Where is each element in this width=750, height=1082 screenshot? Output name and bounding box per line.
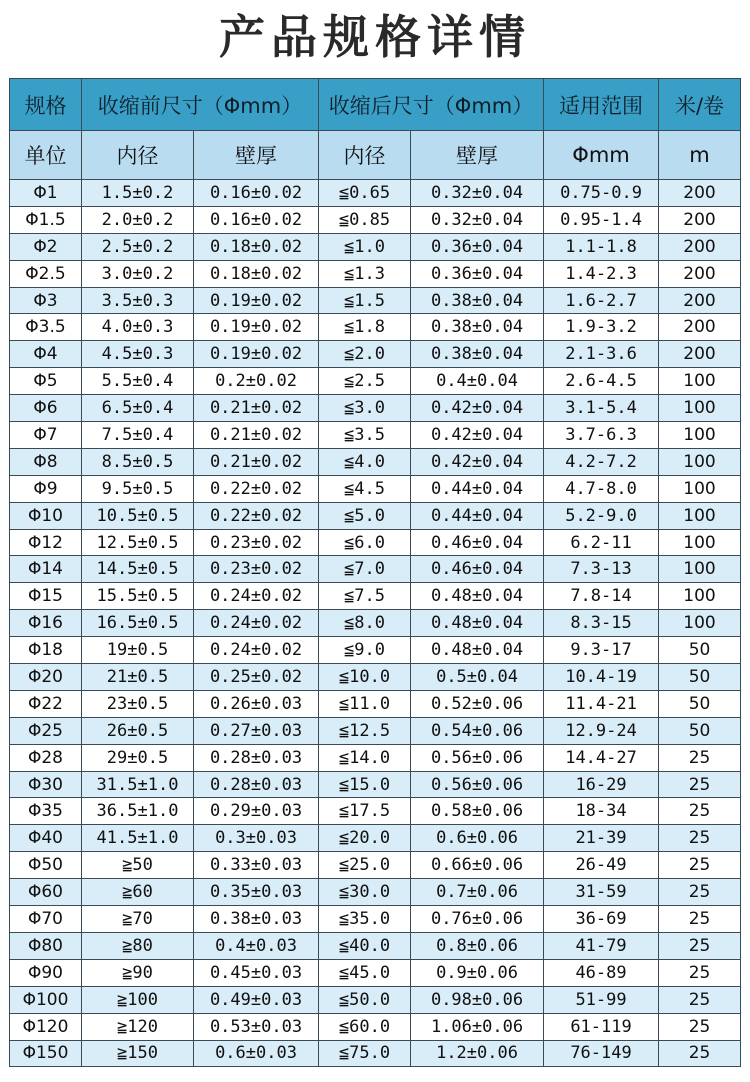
cell-after-wall: 0.56±0.06: [411, 771, 544, 798]
cell-before-wall: 0.24±0.02: [194, 637, 319, 664]
cell-spec: Φ100: [10, 986, 82, 1013]
cell-len: 25: [659, 932, 741, 959]
cell-after-wall: 0.48±0.04: [411, 637, 544, 664]
cell-after-wall: 0.44±0.04: [411, 502, 544, 529]
cell-range: 10.4-19: [544, 664, 659, 691]
header-spec: 规格: [10, 79, 82, 131]
cell-range: 7.3-13: [544, 556, 659, 583]
cell-after-inner: ≦30.0: [319, 879, 411, 906]
cell-spec: Φ1: [10, 180, 82, 207]
cell-before-wall: 0.53±0.03: [194, 1013, 319, 1040]
table-row: [10, 771, 741, 798]
cell-after-inner: ≦2.0: [319, 341, 411, 368]
cell-after-inner: ≦60.0: [319, 1013, 411, 1040]
header-row: [10, 79, 741, 131]
cell-before-wall: 0.24±0.02: [194, 583, 319, 610]
table-row: [10, 879, 741, 906]
table-row: [10, 287, 741, 314]
cell-len: 25: [659, 744, 741, 771]
cell-after-inner: ≦14.0: [319, 744, 411, 771]
cell-spec: Φ28: [10, 744, 82, 771]
cell-spec: Φ8: [10, 448, 82, 475]
cell-spec: Φ3.5: [10, 314, 82, 341]
cell-after-wall: 0.36±0.04: [411, 260, 544, 287]
cell-spec: Φ22: [10, 690, 82, 717]
cell-after-wall: 0.46±0.04: [411, 529, 544, 556]
cell-range: 0.95-1.4: [544, 206, 659, 233]
cell-before-inner: 19±0.5: [82, 637, 194, 664]
cell-after-inner: ≦7.0: [319, 556, 411, 583]
table-row: [10, 583, 741, 610]
cell-len: 25: [659, 986, 741, 1013]
table-row: [10, 825, 741, 852]
cell-before-inner: ≧100: [82, 986, 194, 1013]
cell-spec: Φ18: [10, 637, 82, 664]
cell-len: 50: [659, 664, 741, 691]
cell-range: 2.6-4.5: [544, 368, 659, 395]
table-row: [10, 986, 741, 1013]
cell-spec: Φ2: [10, 233, 82, 260]
cell-after-inner: ≦1.3: [319, 260, 411, 287]
cell-range: 4.7-8.0: [544, 475, 659, 502]
cell-before-wall: 0.28±0.03: [194, 744, 319, 771]
cell-spec: Φ9: [10, 475, 82, 502]
subheader-roll-unit: m: [659, 131, 741, 180]
cell-range: 11.4-21: [544, 690, 659, 717]
cell-after-inner: ≦7.5: [319, 583, 411, 610]
cell-before-wall: 0.2±0.02: [194, 368, 319, 395]
cell-before-wall: 0.6±0.03: [194, 1040, 319, 1067]
cell-spec: Φ10: [10, 502, 82, 529]
cell-before-inner: 2.0±0.2: [82, 206, 194, 233]
cell-after-inner: ≦0.85: [319, 206, 411, 233]
cell-len: 100: [659, 475, 741, 502]
table-row: [10, 206, 741, 233]
cell-len: 100: [659, 583, 741, 610]
table-row: [10, 1013, 741, 1040]
cell-before-inner: 41.5±1.0: [82, 825, 194, 852]
cell-range: 12.9-24: [544, 717, 659, 744]
cell-after-inner: ≦6.0: [319, 529, 411, 556]
cell-before-inner: 3.5±0.3: [82, 287, 194, 314]
cell-after-inner: ≦40.0: [319, 932, 411, 959]
cell-range: 46-89: [544, 959, 659, 986]
header-before-shrink: 收缩前尺寸（Φmm）: [82, 79, 319, 131]
cell-range: 5.2-9.0: [544, 502, 659, 529]
cell-after-wall: 0.46±0.04: [411, 556, 544, 583]
cell-before-inner: 6.5±0.4: [82, 395, 194, 422]
cell-after-wall: 0.9±0.06: [411, 959, 544, 986]
cell-after-wall: 0.42±0.04: [411, 448, 544, 475]
cell-before-wall: 0.19±0.02: [194, 341, 319, 368]
cell-after-wall: 0.44±0.04: [411, 475, 544, 502]
cell-before-wall: 0.21±0.02: [194, 422, 319, 449]
cell-before-inner: ≧120: [82, 1013, 194, 1040]
table-row: [10, 717, 741, 744]
cell-after-wall: 0.38±0.04: [411, 341, 544, 368]
table-row: [10, 637, 741, 664]
cell-range: 9.3-17: [544, 637, 659, 664]
cell-len: 200: [659, 314, 741, 341]
cell-len: 25: [659, 1040, 741, 1067]
cell-after-wall: 0.42±0.04: [411, 395, 544, 422]
cell-after-wall: 0.38±0.04: [411, 287, 544, 314]
cell-after-wall: 0.5±0.04: [411, 664, 544, 691]
cell-before-inner: 21±0.5: [82, 664, 194, 691]
cell-spec: Φ5: [10, 368, 82, 395]
cell-len: 50: [659, 637, 741, 664]
cell-before-inner: ≧70: [82, 906, 194, 933]
cell-spec: Φ90: [10, 959, 82, 986]
cell-spec: Φ80: [10, 932, 82, 959]
cell-after-wall: 0.36±0.04: [411, 233, 544, 260]
cell-range: 2.1-3.6: [544, 341, 659, 368]
cell-before-wall: 0.23±0.02: [194, 556, 319, 583]
cell-before-wall: 0.19±0.02: [194, 314, 319, 341]
table-row: [10, 422, 741, 449]
cell-after-wall: 0.98±0.06: [411, 986, 544, 1013]
subheader-before-inner: 内径: [82, 131, 194, 180]
cell-before-inner: 31.5±1.0: [82, 771, 194, 798]
table-row: [10, 448, 741, 475]
cell-after-inner: ≦0.65: [319, 180, 411, 207]
cell-before-inner: ≧80: [82, 932, 194, 959]
cell-len: 25: [659, 879, 741, 906]
cell-after-wall: 0.42±0.04: [411, 422, 544, 449]
cell-after-wall: 0.48±0.04: [411, 583, 544, 610]
cell-spec: Φ12: [10, 529, 82, 556]
subheader-after-wall: 壁厚: [411, 131, 544, 180]
cell-range: 76-149: [544, 1040, 659, 1067]
cell-after-wall: 0.32±0.04: [411, 206, 544, 233]
cell-after-inner: ≦10.0: [319, 664, 411, 691]
cell-after-inner: ≦2.5: [319, 368, 411, 395]
table-row: [10, 395, 741, 422]
cell-after-wall: 0.32±0.04: [411, 180, 544, 207]
cell-range: 16-29: [544, 771, 659, 798]
table-row: [10, 314, 741, 341]
cell-len: 200: [659, 287, 741, 314]
cell-before-wall: 0.35±0.03: [194, 879, 319, 906]
cell-after-inner: ≦3.0: [319, 395, 411, 422]
cell-before-wall: 0.18±0.02: [194, 233, 319, 260]
table-row: [10, 744, 741, 771]
cell-after-wall: 0.7±0.06: [411, 879, 544, 906]
table-row: [10, 475, 741, 502]
cell-spec: Φ25: [10, 717, 82, 744]
cell-after-wall: 0.8±0.06: [411, 932, 544, 959]
cell-before-inner: 36.5±1.0: [82, 798, 194, 825]
cell-len: 200: [659, 180, 741, 207]
cell-spec: Φ35: [10, 798, 82, 825]
table-row: [10, 852, 741, 879]
cell-range: 7.8-14: [544, 583, 659, 610]
cell-before-wall: 0.23±0.02: [194, 529, 319, 556]
cell-before-inner: 7.5±0.4: [82, 422, 194, 449]
cell-len: 25: [659, 825, 741, 852]
cell-before-inner: 8.5±0.5: [82, 448, 194, 475]
table-row: [10, 690, 741, 717]
cell-before-wall: 0.16±0.02: [194, 206, 319, 233]
cell-range: 14.4-27: [544, 744, 659, 771]
cell-after-wall: 0.52±0.06: [411, 690, 544, 717]
cell-range: 36-69: [544, 906, 659, 933]
subheader-range-unit: Φmm: [544, 131, 659, 180]
cell-after-inner: ≦8.0: [319, 610, 411, 637]
table-row: [10, 664, 741, 691]
cell-before-inner: 1.5±0.2: [82, 180, 194, 207]
cell-spec: Φ2.5: [10, 260, 82, 287]
cell-spec: Φ4: [10, 341, 82, 368]
cell-after-inner: ≦20.0: [319, 825, 411, 852]
cell-after-inner: ≦50.0: [319, 986, 411, 1013]
cell-after-wall: 0.76±0.06: [411, 906, 544, 933]
cell-spec: Φ50: [10, 852, 82, 879]
cell-after-wall: 0.56±0.06: [411, 744, 544, 771]
cell-before-inner: 16.5±0.5: [82, 610, 194, 637]
cell-len: 100: [659, 610, 741, 637]
table-row: [10, 502, 741, 529]
cell-range: 26-49: [544, 852, 659, 879]
cell-before-wall: 0.29±0.03: [194, 798, 319, 825]
cell-before-inner: ≧90: [82, 959, 194, 986]
cell-range: 1.9-3.2: [544, 314, 659, 341]
cell-after-inner: ≦17.5: [319, 798, 411, 825]
cell-spec: Φ6: [10, 395, 82, 422]
cell-after-inner: ≦75.0: [319, 1040, 411, 1067]
table-row: [10, 180, 741, 207]
cell-after-wall: 0.48±0.04: [411, 610, 544, 637]
cell-len: 100: [659, 395, 741, 422]
cell-after-inner: ≦15.0: [319, 771, 411, 798]
cell-after-wall: 0.6±0.06: [411, 825, 544, 852]
cell-spec: Φ14: [10, 556, 82, 583]
cell-len: 25: [659, 959, 741, 986]
cell-before-wall: 0.3±0.03: [194, 825, 319, 852]
cell-len: 200: [659, 260, 741, 287]
cell-before-wall: 0.16±0.02: [194, 180, 319, 207]
spec-table: [9, 78, 741, 1067]
cell-len: 200: [659, 233, 741, 260]
cell-after-inner: ≦35.0: [319, 906, 411, 933]
cell-before-inner: 23±0.5: [82, 690, 194, 717]
cell-spec: Φ150: [10, 1040, 82, 1067]
cell-range: 3.7-6.3: [544, 422, 659, 449]
cell-after-wall: 0.54±0.06: [411, 717, 544, 744]
cell-spec: Φ40: [10, 825, 82, 852]
cell-len: 50: [659, 690, 741, 717]
cell-spec: Φ70: [10, 906, 82, 933]
cell-range: 4.2-7.2: [544, 448, 659, 475]
cell-after-inner: ≦4.0: [319, 448, 411, 475]
cell-after-inner: ≦45.0: [319, 959, 411, 986]
table-row: [10, 932, 741, 959]
cell-after-inner: ≦5.0: [319, 502, 411, 529]
cell-before-wall: 0.22±0.02: [194, 475, 319, 502]
table-row: [10, 260, 741, 287]
cell-after-inner: ≦25.0: [319, 852, 411, 879]
cell-range: 6.2-11: [544, 529, 659, 556]
cell-after-inner: ≦9.0: [319, 637, 411, 664]
cell-range: 31-59: [544, 879, 659, 906]
cell-after-wall: 1.2±0.06: [411, 1040, 544, 1067]
cell-before-inner: 2.5±0.2: [82, 233, 194, 260]
cell-len: 200: [659, 341, 741, 368]
cell-len: 25: [659, 798, 741, 825]
cell-spec: Φ16: [10, 610, 82, 637]
cell-len: 25: [659, 852, 741, 879]
cell-len: 50: [659, 717, 741, 744]
table-row: [10, 368, 741, 395]
table-row: [10, 233, 741, 260]
table-row: [10, 556, 741, 583]
cell-len: 100: [659, 422, 741, 449]
subheader-before-wall: 壁厚: [194, 131, 319, 180]
cell-after-inner: ≦1.0: [319, 233, 411, 260]
header-roll: 米/卷: [659, 79, 741, 131]
cell-after-wall: 0.58±0.06: [411, 798, 544, 825]
cell-before-inner: ≧150: [82, 1040, 194, 1067]
cell-spec: Φ120: [10, 1013, 82, 1040]
cell-range: 51-99: [544, 986, 659, 1013]
header-after-shrink: 收缩后尺寸（Φmm）: [319, 79, 544, 131]
cell-before-inner: 14.5±0.5: [82, 556, 194, 583]
cell-before-inner: 4.0±0.3: [82, 314, 194, 341]
table-row: [10, 1040, 741, 1067]
page-title: 产品规格详情: [219, 10, 531, 64]
cell-len: 25: [659, 906, 741, 933]
cell-before-wall: 0.22±0.02: [194, 502, 319, 529]
table-row: [10, 610, 741, 637]
cell-range: 3.1-5.4: [544, 395, 659, 422]
subheader-unit: 单位: [10, 131, 82, 180]
cell-len: 100: [659, 368, 741, 395]
cell-len: 100: [659, 556, 741, 583]
cell-before-wall: 0.24±0.02: [194, 610, 319, 637]
subheader-row: [10, 131, 741, 180]
cell-range: 8.3-15: [544, 610, 659, 637]
cell-spec: Φ20: [10, 664, 82, 691]
cell-len: 100: [659, 448, 741, 475]
cell-len: 100: [659, 529, 741, 556]
cell-before-wall: 0.45±0.03: [194, 959, 319, 986]
cell-before-wall: 0.49±0.03: [194, 986, 319, 1013]
cell-before-wall: 0.27±0.03: [194, 717, 319, 744]
cell-spec: Φ7: [10, 422, 82, 449]
cell-len: 100: [659, 502, 741, 529]
cell-before-wall: 0.4±0.03: [194, 932, 319, 959]
cell-range: 21-39: [544, 825, 659, 852]
cell-before-inner: 5.5±0.4: [82, 368, 194, 395]
cell-range: 41-79: [544, 932, 659, 959]
cell-range: 0.75-0.9: [544, 180, 659, 207]
cell-after-inner: ≦1.5: [319, 287, 411, 314]
header-range: 适用范围: [544, 79, 659, 131]
cell-spec: Φ30: [10, 771, 82, 798]
cell-after-inner: ≦11.0: [319, 690, 411, 717]
cell-range: 1.1-1.8: [544, 233, 659, 260]
cell-before-inner: 9.5±0.5: [82, 475, 194, 502]
cell-range: 61-119: [544, 1013, 659, 1040]
cell-after-wall: 0.4±0.04: [411, 368, 544, 395]
cell-before-inner: 10.5±0.5: [82, 502, 194, 529]
cell-before-inner: 3.0±0.2: [82, 260, 194, 287]
cell-after-inner: ≦1.8: [319, 314, 411, 341]
cell-after-wall: 1.06±0.06: [411, 1013, 544, 1040]
cell-range: 1.4-2.3: [544, 260, 659, 287]
cell-before-inner: 29±0.5: [82, 744, 194, 771]
cell-after-wall: 0.66±0.06: [411, 852, 544, 879]
cell-after-wall: 0.38±0.04: [411, 314, 544, 341]
cell-before-inner: ≧60: [82, 879, 194, 906]
cell-before-inner: 12.5±0.5: [82, 529, 194, 556]
table-row: [10, 906, 741, 933]
cell-range: 18-34: [544, 798, 659, 825]
table-row: [10, 798, 741, 825]
cell-len: 25: [659, 1013, 741, 1040]
cell-spec: Φ15: [10, 583, 82, 610]
table-row: [10, 959, 741, 986]
cell-before-wall: 0.21±0.02: [194, 448, 319, 475]
table-row: [10, 529, 741, 556]
cell-spec: Φ60: [10, 879, 82, 906]
cell-before-wall: 0.26±0.03: [194, 690, 319, 717]
cell-len: 200: [659, 206, 741, 233]
cell-before-inner: ≧50: [82, 852, 194, 879]
table-row: [10, 341, 741, 368]
cell-before-wall: 0.19±0.02: [194, 287, 319, 314]
cell-len: 25: [659, 771, 741, 798]
cell-spec: Φ1.5: [10, 206, 82, 233]
cell-range: 1.6-2.7: [544, 287, 659, 314]
cell-before-wall: 0.38±0.03: [194, 906, 319, 933]
cell-before-wall: 0.21±0.02: [194, 395, 319, 422]
cell-before-inner: 26±0.5: [82, 717, 194, 744]
cell-after-inner: ≦3.5: [319, 422, 411, 449]
cell-before-wall: 0.28±0.03: [194, 771, 319, 798]
cell-before-wall: 0.33±0.03: [194, 852, 319, 879]
cell-before-wall: 0.25±0.02: [194, 664, 319, 691]
cell-after-inner: ≦4.5: [319, 475, 411, 502]
cell-before-inner: 15.5±0.5: [82, 583, 194, 610]
cell-before-wall: 0.18±0.02: [194, 260, 319, 287]
cell-spec: Φ3: [10, 287, 82, 314]
subheader-after-inner: 内径: [319, 131, 411, 180]
cell-before-inner: 4.5±0.3: [82, 341, 194, 368]
cell-after-inner: ≦12.5: [319, 717, 411, 744]
